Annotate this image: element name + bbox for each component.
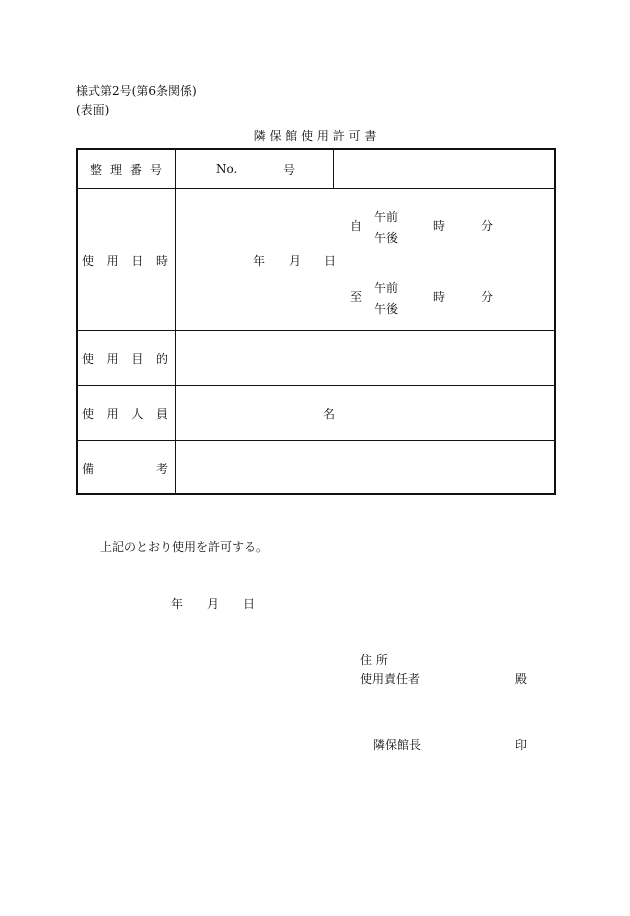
from-am: 午前 — [374, 210, 399, 224]
time-to: 至 — [350, 290, 363, 304]
date-day: 日 — [324, 254, 337, 268]
issue-month: 月 — [207, 597, 220, 611]
address-label: 住 所 — [360, 653, 388, 667]
form-side: (表面) — [76, 103, 110, 117]
row-divider — [76, 330, 556, 331]
permit-table — [76, 148, 556, 495]
row-divider — [76, 385, 556, 386]
to-am: 午前 — [374, 281, 399, 295]
from-hour: 時 — [433, 219, 446, 233]
from-minute: 分 — [481, 219, 494, 233]
label-usage-purpose: 使 用 目 的 — [82, 352, 168, 366]
issue-year: 年 — [171, 597, 184, 611]
label-usage-people: 使 用 人 員 — [82, 407, 168, 421]
date-year: 年 — [253, 254, 266, 268]
issuer-title: 隣保館長 — [373, 738, 422, 752]
number-suffix: 号 — [283, 163, 296, 177]
to-pm: 午後 — [374, 302, 399, 316]
to-minute: 分 — [481, 290, 494, 304]
people-unit: 名 — [323, 407, 336, 421]
label-reference-number: 整 理 番 号 — [90, 163, 162, 177]
issue-day: 日 — [243, 597, 256, 611]
to-hour: 時 — [433, 290, 446, 304]
label-remarks: 備 考 — [82, 462, 168, 476]
responsible-person-label: 使用責任者 — [360, 672, 421, 686]
time-from: 自 — [350, 219, 363, 233]
number-prefix: No. — [216, 162, 238, 176]
document-title: 隣 保 館 使 用 許 可 書 — [253, 129, 377, 143]
form-number: 様式第2号(第6条関係) — [76, 84, 197, 98]
row-divider — [76, 188, 556, 189]
row-divider — [76, 440, 556, 441]
label-usage-datetime: 使 用 日 時 — [82, 254, 168, 268]
seal-mark: 印 — [515, 738, 528, 752]
date-month: 月 — [289, 254, 302, 268]
permit-statement: 上記のとおり使用を許可する。 — [100, 540, 269, 554]
label-column-divider — [175, 148, 176, 495]
number-cell-divider — [333, 148, 334, 188]
from-pm: 午後 — [374, 231, 399, 245]
honorific: 殿 — [515, 672, 528, 686]
